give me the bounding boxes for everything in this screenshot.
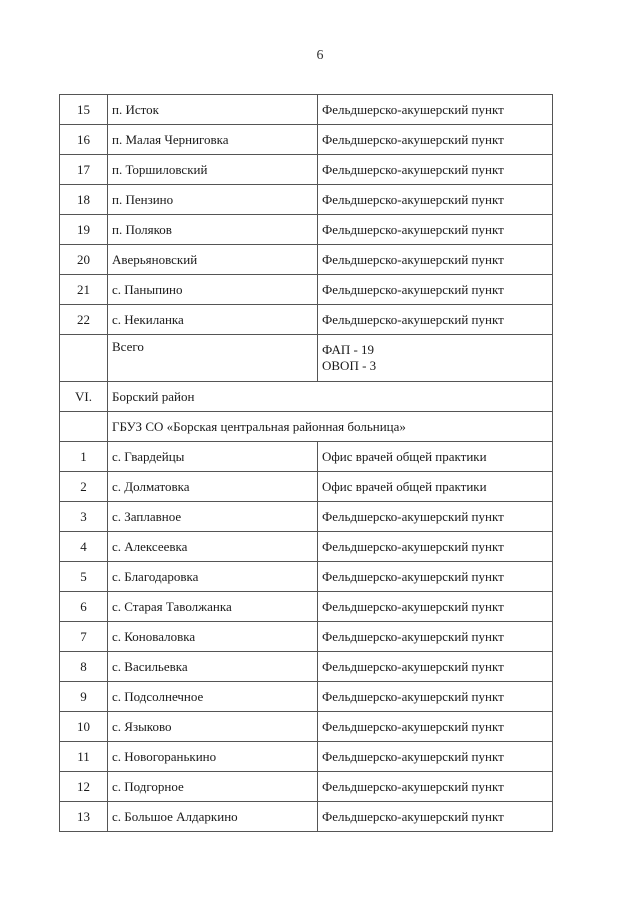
row-number: 20 [60,245,108,275]
settlement-name: Аверьяновский [108,245,318,275]
settlement-name: с. Васильевка [108,652,318,682]
facility-type: Фельдшерско-акушерский пункт [318,185,553,215]
table-row [60,742,553,772]
facility-type: Офис врачей общей практики [318,472,553,502]
row-number: 8 [60,652,108,682]
row-number: 6 [60,592,108,622]
section-number: VI. [60,382,108,412]
facility-type: Фельдшерско-акушерский пункт [318,682,553,712]
table-row [60,215,553,245]
row-number: 15 [60,95,108,125]
settlement-name: п. Исток [108,95,318,125]
settlement-name: с. Заплавное [108,502,318,532]
facility-type: Фельдшерско-акушерский пункт [318,802,553,832]
row-number: 2 [60,472,108,502]
hospital-name: ГБУЗ СО «Борская центральная районная больница» [108,412,553,442]
facility-type: Фельдшерско-акушерский пункт [318,712,553,742]
hospital-row [60,412,553,442]
settlement-name: с. Некиланка [108,305,318,335]
row-number: 17 [60,155,108,185]
table-row [60,802,553,832]
settlement-name: п. Малая Черниговка [108,125,318,155]
section-row [60,382,553,412]
settlement-name: с. Языково [108,712,318,742]
facility-type: Фельдшерско-акушерский пункт [318,215,553,245]
settlement-name: с. Коноваловка [108,622,318,652]
facility-type: Фельдшерско-акушерский пункт [318,95,553,125]
total-ovop: ОВОП - 3 [322,358,377,373]
row-number: 1 [60,442,108,472]
settlement-name: с. Паныпино [108,275,318,305]
row-number: 3 [60,502,108,532]
table-row [60,532,553,562]
table-row [60,712,553,742]
facility-type: Фельдшерско-акушерский пункт [318,155,553,185]
facility-type: Фельдшерско-акушерский пункт [318,562,553,592]
table-row [60,682,553,712]
facility-type: Офис врачей общей практики [318,442,553,472]
table-row [60,622,553,652]
settlement-name: с. Подгорное [108,772,318,802]
total-summary [318,335,553,382]
facility-type: Фельдшерско-акушерский пункт [318,772,553,802]
facility-type: Фельдшерско-акушерский пункт [318,742,553,772]
row-number: 16 [60,125,108,155]
settlement-name: с. Алексеевка [108,532,318,562]
settlement-name: с. Старая Таволжанка [108,592,318,622]
table-row [60,472,553,502]
settlement-name: с. Новогоранькино [108,742,318,772]
settlement-name: с. Гвардейцы [108,442,318,472]
table-row [60,502,553,532]
row-number: 4 [60,532,108,562]
facility-type: Фельдшерско-акушерский пункт [318,245,553,275]
section-title: Борский район [108,382,553,412]
row-number: 10 [60,712,108,742]
table-row [60,592,553,622]
table-row [60,155,553,185]
table-row [60,275,553,305]
settlement-name: с. Большое Алдаркино [108,802,318,832]
total-fap: ФАП - 19 [322,342,375,357]
total-label: Всего [108,335,318,382]
table-row [60,562,553,592]
table-row [60,652,553,682]
table-row [60,442,553,472]
row-number: 21 [60,275,108,305]
row-number: 19 [60,215,108,245]
page-number: 6 [316,48,324,63]
table-row [60,95,553,125]
hospital-number-cell [60,412,108,442]
row-number: 12 [60,772,108,802]
settlement-name: п. Пензино [108,185,318,215]
total-row [60,335,553,382]
facility-type: Фельдшерско-акушерский пункт [318,305,553,335]
facility-type: Фельдшерско-акушерский пункт [318,652,553,682]
table-row [60,185,553,215]
facilities-table [59,94,553,832]
row-number: 18 [60,185,108,215]
facility-type: Фельдшерско-акушерский пункт [318,125,553,155]
facility-type: Фельдшерско-акушерский пункт [318,592,553,622]
row-number: 7 [60,622,108,652]
facility-type: Фельдшерско-акушерский пункт [318,532,553,562]
row-number: 9 [60,682,108,712]
settlement-name: п. Торшиловский [108,155,318,185]
settlement-name: с. Благодаровка [108,562,318,592]
row-number: 13 [60,802,108,832]
settlement-name: с. Подсолнечное [108,682,318,712]
total-number-cell [60,335,108,382]
facility-type: Фельдшерско-акушерский пункт [318,502,553,532]
facility-type: Фельдшерско-акушерский пункт [318,275,553,305]
table-row [60,305,553,335]
settlement-name: п. Поляков [108,215,318,245]
settlement-name: с. Долматовка [108,472,318,502]
facility-type: Фельдшерско-акушерский пункт [318,622,553,652]
row-number: 22 [60,305,108,335]
row-number: 5 [60,562,108,592]
row-number: 11 [60,742,108,772]
table-row [60,772,553,802]
table-row [60,245,553,275]
table-row [60,125,553,155]
